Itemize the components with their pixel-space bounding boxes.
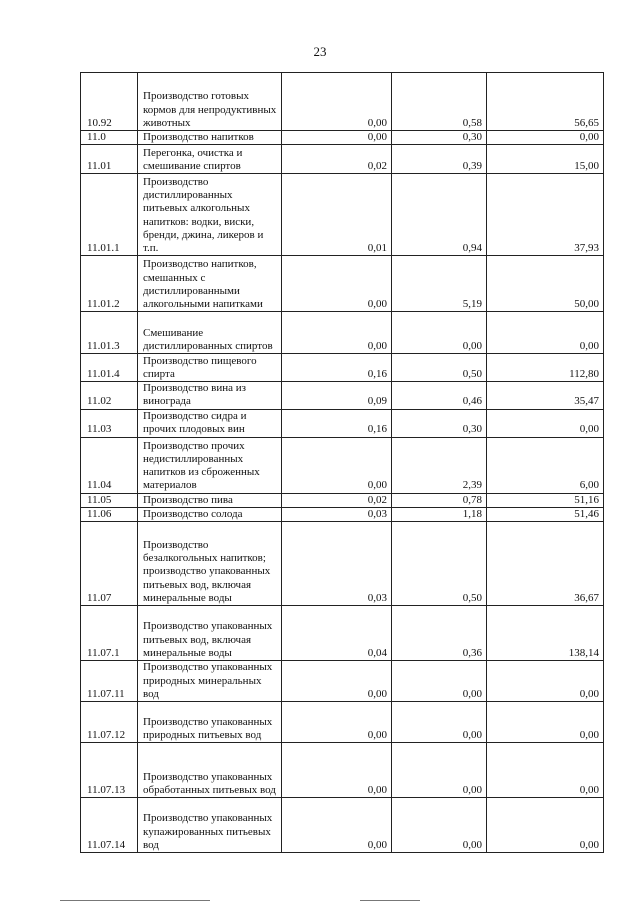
row-value-1: 0,16: [282, 409, 392, 437]
row-value-2: 0,50: [392, 522, 487, 606]
table-row: [81, 73, 604, 131]
row-value-3: 0,00: [487, 131, 604, 145]
row-name: Производство напитков, смешанных с дистиллированными алкогольными напитками: [138, 256, 282, 312]
row-value-3: 112,80: [487, 354, 604, 382]
row-name: Производство солода: [138, 507, 282, 521]
row-name: Производство сидра и прочих плодовых вин: [138, 409, 282, 437]
row-value-1: 0,02: [282, 493, 392, 507]
table-row: [81, 798, 604, 853]
row-value-2: 0,00: [392, 743, 487, 798]
row-code: 11.01.1: [81, 174, 138, 256]
row-code: 11.07.11: [81, 661, 138, 702]
data-table: [80, 72, 604, 853]
row-value-3: 51,16: [487, 493, 604, 507]
row-value-2: 0,36: [392, 606, 487, 661]
row-value-1: 0,03: [282, 507, 392, 521]
row-name: Перегонка, очистка и смешивание спиртов: [138, 145, 282, 174]
page-number: 23: [313, 44, 327, 59]
row-value-2: 1,18: [392, 507, 487, 521]
row-value-3: 15,00: [487, 145, 604, 174]
row-value-2: 0,58: [392, 73, 487, 131]
row-code: 11.04: [81, 437, 138, 493]
row-value-2: 0,00: [392, 661, 487, 702]
footer-line-left: [60, 900, 210, 901]
row-value-1: 0,00: [282, 743, 392, 798]
table-row: [81, 256, 604, 312]
table-row: [81, 382, 604, 409]
row-code: 11.07.14: [81, 798, 138, 853]
row-code: 11.01.4: [81, 354, 138, 382]
row-name: Производство напитков: [138, 131, 282, 145]
row-value-3: 35,47: [487, 382, 604, 409]
row-value-3: 51,46: [487, 507, 604, 521]
row-name: Смешивание дистиллированных спиртов: [138, 312, 282, 354]
table-row: [81, 145, 604, 174]
row-value-1: 0,04: [282, 606, 392, 661]
row-name: Производство вина из винограда: [138, 382, 282, 409]
row-code: 11.07.1: [81, 606, 138, 661]
row-code: 11.0: [81, 131, 138, 145]
row-value-2: 0,39: [392, 145, 487, 174]
table-row: [81, 131, 604, 145]
row-value-2: 5,19: [392, 256, 487, 312]
row-value-1: 0,03: [282, 522, 392, 606]
row-name: Производство упакованных обработанных питьевых вод: [138, 743, 282, 798]
row-code: 11.07: [81, 522, 138, 606]
row-value-1: 0,01: [282, 174, 392, 256]
footer-line-right: [360, 900, 420, 901]
row-value-3: 6,00: [487, 437, 604, 493]
row-value-3: 50,00: [487, 256, 604, 312]
row-value-2: 0,78: [392, 493, 487, 507]
row-code: 10.92: [81, 73, 138, 131]
row-code: 11.03: [81, 409, 138, 437]
row-value-2: 0,00: [392, 702, 487, 743]
row-value-2: 0,50: [392, 354, 487, 382]
row-value-3: 0,00: [487, 702, 604, 743]
row-name: Производство безалкогольных напитков; производство упакованных питьевых вод, включая минеральные воды: [138, 522, 282, 606]
row-code: 11.05: [81, 493, 138, 507]
row-value-3: 138,14: [487, 606, 604, 661]
table-row: [81, 702, 604, 743]
row-name: Производство упакованных природных питьевых вод: [138, 702, 282, 743]
row-value-3: 0,00: [487, 312, 604, 354]
row-value-1: 0,16: [282, 354, 392, 382]
row-value-1: 0,09: [282, 382, 392, 409]
table-row: [81, 437, 604, 493]
row-value-1: 0,00: [282, 661, 392, 702]
row-name: Производство прочих недистиллированных напитков из сброженных материалов: [138, 437, 282, 493]
row-value-3: 56,65: [487, 73, 604, 131]
table-row: [81, 743, 604, 798]
row-code: 11.01.3: [81, 312, 138, 354]
table-row: [81, 409, 604, 437]
row-name: Производство пива: [138, 493, 282, 507]
row-value-1: 0,00: [282, 702, 392, 743]
table-row: [81, 522, 604, 606]
row-value-1: 0,00: [282, 312, 392, 354]
row-value-1: 0,00: [282, 73, 392, 131]
table-row: [81, 493, 604, 507]
table-row: [81, 661, 604, 702]
row-name: Производство дистиллированных питьевых алкогольных напитков: водки, виски, бренди, джина, ликеров и т.п.: [138, 174, 282, 256]
row-value-1: 0,00: [282, 798, 392, 853]
table-row: [81, 312, 604, 354]
row-name: Производство упакованных природных минеральных вод: [138, 661, 282, 702]
row-name: Производство готовых кормов для непродуктивных животных: [138, 73, 282, 131]
row-value-2: 2,39: [392, 437, 487, 493]
row-code: 11.07.12: [81, 702, 138, 743]
table-row: [81, 354, 604, 382]
table-row: [81, 606, 604, 661]
row-value-1: 0,00: [282, 437, 392, 493]
row-value-2: 0,30: [392, 409, 487, 437]
row-name: Производство пищевого спирта: [138, 354, 282, 382]
row-value-1: 0,00: [282, 256, 392, 312]
row-value-3: 0,00: [487, 743, 604, 798]
row-value-1: 0,00: [282, 131, 392, 145]
table-row: [81, 507, 604, 521]
row-value-3: 0,00: [487, 661, 604, 702]
row-code: 11.01: [81, 145, 138, 174]
row-value-3: 0,00: [487, 798, 604, 853]
row-value-2: 0,00: [392, 798, 487, 853]
table-body: [81, 73, 604, 853]
row-value-2: 0,94: [392, 174, 487, 256]
row-code: 11.06: [81, 507, 138, 521]
row-code: 11.01.2: [81, 256, 138, 312]
row-value-2: 0,46: [392, 382, 487, 409]
row-name: Производство упакованных питьевых вод, включая минеральные воды: [138, 606, 282, 661]
row-value-3: 0,00: [487, 409, 604, 437]
row-value-3: 37,93: [487, 174, 604, 256]
row-value-1: 0,02: [282, 145, 392, 174]
row-code: 11.02: [81, 382, 138, 409]
row-value-3: 36,67: [487, 522, 604, 606]
row-name: Производство упакованных купажированных питьевых вод: [138, 798, 282, 853]
row-value-2: 0,00: [392, 312, 487, 354]
row-code: 11.07.13: [81, 743, 138, 798]
table-row: [81, 174, 604, 256]
row-value-2: 0,30: [392, 131, 487, 145]
